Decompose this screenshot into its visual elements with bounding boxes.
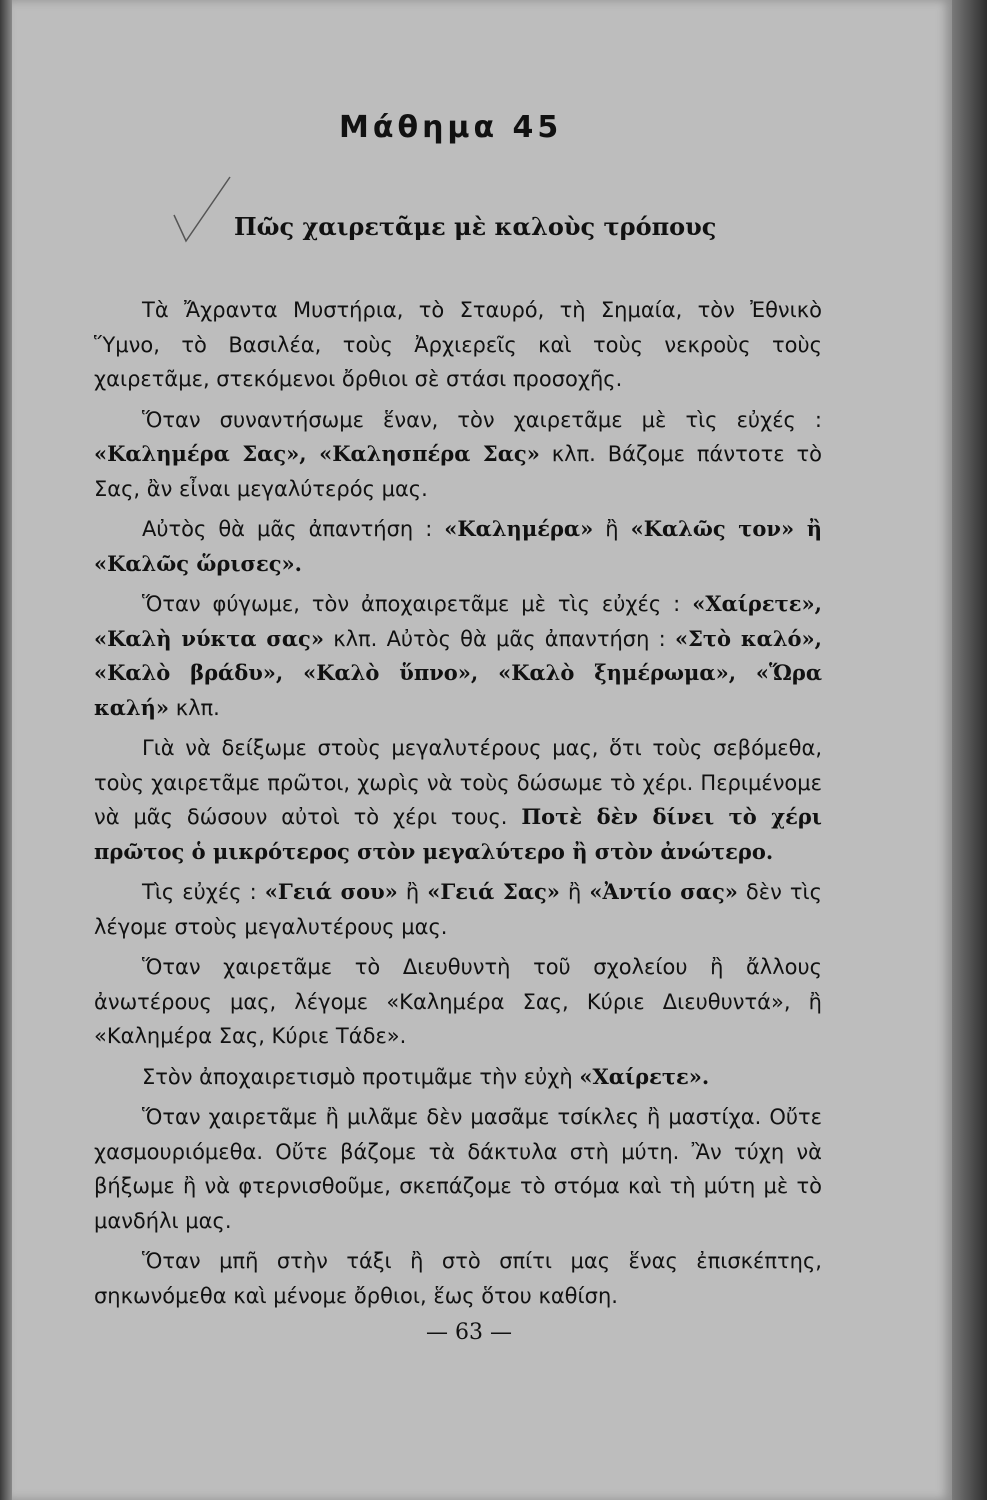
bold-text: «Χαίρετε».	[579, 1063, 710, 1089]
bold-text: «Καλημέρα»	[444, 516, 594, 541]
bold-text: «Γειά Σας»	[427, 879, 560, 904]
bold-text: Ποτὲ δὲν δίνει τὸ χέρι πρῶτος ὁ μικρότερος στὸν μεγαλύτερο ἢ στὸν ἀνώτερο.	[94, 804, 822, 864]
paragraph-7: Ὅταν χαιρετᾶμε τὸ Διευθυντὴ τοῦ σχολείου ἢ ἄλλους ἀνωτέρους μας, λέγομε «Καλημέρα Σας, Κύριε Διευθυντά», ἢ «Καλημέρα Σας, Κύριε Τάδε».	[94, 955, 822, 1048]
text: ἢ	[605, 517, 619, 541]
paragraph-9: Ὅταν χαιρετᾶμε ἢ μιλᾶμε δὲν μασᾶμε τσίκλες ἢ μαστίχα. Οὔτε χασμουριόμεθα. Οὔτε βάζομε τὰ δάκτυλα στὴ μύτη. Ἂν τύχη νὰ βήξωμε ἢ νὰ φτερνισθοῦμε, σκεπάζομε τὸ στόμα καὶ τὴ μύτη μὲ τὸ μανδήλι μας.	[94, 1105, 822, 1233]
bold-text: «Ἀντίο σας»	[589, 879, 738, 904]
paragraph-6	[94, 875, 822, 944]
paragraph-1: Τὰ Ἄχραντα Μυστήρια, τὸ Σταυρό, τὴ Σημαία, τὸν Ἐθνικὸ Ὕμνο, τὸ Βασιλέα, τοὺς Ἀρχιερεῖς καὶ τοὺς νεκροὺς τοὺς χαιρετᾶμε, στεκόμενοι ὄρθιοι σὲ στάσι προσοχῆς.	[94, 298, 822, 391]
text: Στὸν ἀποχαιρετισμὸ προτιμᾶμε τὴν εὐχὴ	[142, 1064, 573, 1089]
text: Ὅταν φύγωμε, τὸν ἀποχαιρετᾶμε μὲ τὶς εὐχές :	[142, 592, 681, 616]
checkmark-icon	[172, 175, 232, 245]
paragraph-3	[94, 512, 822, 581]
bold-text: «Καλημέρα Σας», «Καλησπέρα Σας»	[94, 441, 540, 466]
text: κλπ. Βάζομε πάντοτε τὸ Σας, ἂν εἶναι μεγαλύτερός μας.	[94, 442, 822, 501]
text: ἢ	[567, 880, 582, 904]
text: κλπ. Αὐτὸς θὰ μᾶς ἀπαντήση :	[333, 626, 666, 651]
bold-text: «Στὸ καλό», «Καλὸ βράδυ», «Καλὸ ὕπνο», «Καλὸ ξημέρωμα», «Ὥρα καλή»	[94, 625, 822, 720]
text: ἢ	[405, 880, 420, 904]
paragraph-4	[94, 587, 822, 725]
page-number: — 63 —	[426, 1320, 512, 1345]
paragraph-10: Ὅταν μπῆ στὴν τάξι ἢ στὸ σπίτι μας ἕνας ἐπισκέπτης, σηκωνόμεθα καὶ μένομε ὄρθιοι, ἕως ὅτου καθίση.	[94, 1249, 822, 1308]
bold-text: «Χαίρετε», «Καλὴ νύκτα σας»	[94, 591, 822, 651]
text: Αὐτὸς θὰ μᾶς ἀπαντήση :	[142, 517, 433, 541]
text: Γιὰ νὰ δείξωμε στοὺς μεγαλυτέρους μας, ὅτι τοὺς σεβόμεθα, τοὺς χαιρετᾶμε πρῶτοι, χωρὶς νὰ τοὺς δώσωμε τὸ χέρι. Περιμένομε νὰ μᾶς δώσουν αὐτοὶ τὸ χέρι τους.	[94, 736, 822, 829]
bold-text: «Καλῶς τον» ἢ «Καλῶς ὥρισες».	[94, 516, 822, 576]
page-edge-shadow	[952, 0, 987, 1500]
text: κλπ.	[175, 695, 220, 720]
text: Ὅταν συναντήσωμε ἕναν, τὸν χαιρετᾶμε μὲ τὶς εὐχές :	[142, 407, 822, 432]
lesson-body	[94, 293, 822, 1319]
book-spine	[0, 0, 12, 1500]
text: δὲν τὶς λέγομε στοὺς μεγαλυτέρους μας.	[94, 880, 822, 939]
bold-text: «Γειά σου»	[264, 879, 398, 904]
paragraph-5	[94, 731, 822, 869]
paragraph-2	[94, 403, 822, 507]
text: Τὶς εὐχές :	[142, 880, 257, 904]
lesson-title: Μάθημα 45	[339, 110, 563, 145]
book-page	[12, 0, 952, 1500]
paragraph-8	[94, 1060, 822, 1095]
lesson-heading: Πῶς χαιρετᾶμε μὲ καλοὺς τρόπους	[234, 212, 717, 241]
